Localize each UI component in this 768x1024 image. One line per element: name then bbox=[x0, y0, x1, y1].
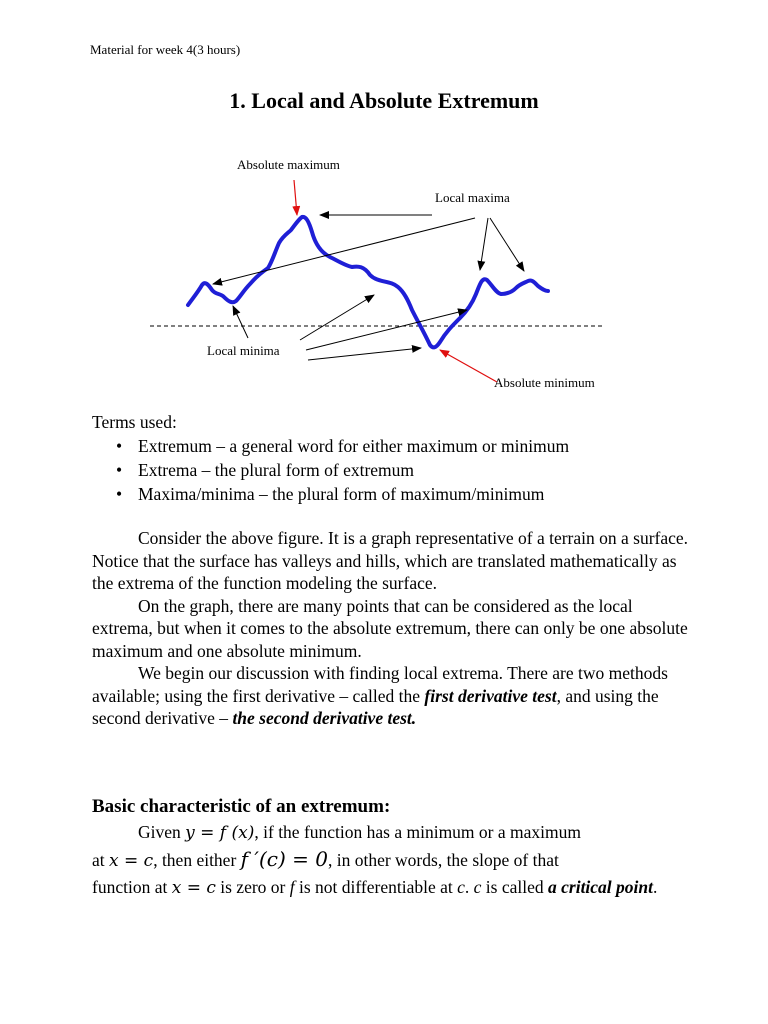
bullet-icon: • bbox=[116, 460, 123, 480]
local-minima-arrow bbox=[233, 306, 248, 338]
bullet-icon: • bbox=[116, 436, 123, 456]
terrain-figure bbox=[0, 0, 768, 400]
basic-line-3: function at x = c is zero or f is not differentiable at c. c is called a critical point. bbox=[92, 877, 658, 898]
equation-x-c: x = c bbox=[109, 851, 154, 871]
paragraph-2: On the graph, there are many points that can be considered as the local extrema, but when it comes to the absolute extremum, there can only be one absolute maximum and one absolute minimum. bbox=[92, 595, 688, 661]
critical-point-term: a critical point bbox=[548, 877, 653, 897]
paragraph-1: Consider the above figure. It is a graph representative of a terrain on a surface. Notice that the surface has valleys and hills, which are translated mathematically as the extrema of the function modeling the surface. bbox=[92, 528, 689, 593]
basic-characteristic-heading: Basic characteristic of an extremum: bbox=[92, 796, 391, 817]
local-minima-arrow bbox=[306, 310, 467, 350]
local-maxima-label: Local maxima bbox=[435, 190, 510, 205]
paragraph-3: We begin our discussion with finding local extrema. There are two methods available; using the first derivative – called the first derivative test, and using the second derivative – the second derivative test. bbox=[92, 663, 668, 728]
equation-x-c-2: x = c bbox=[171, 878, 216, 898]
local-maxima-arrow bbox=[213, 218, 475, 284]
list-item: • Extremum – a general word for either maximum or minimum bbox=[116, 436, 570, 456]
local-minima-arrow bbox=[300, 295, 374, 340]
equation-y-fx: y = f (x) bbox=[185, 823, 255, 843]
local-maxima-arrow bbox=[480, 218, 488, 270]
first-derivative-test: first derivative test bbox=[424, 685, 557, 706]
equation-fprime: f ′(c) = 0 bbox=[240, 847, 328, 871]
bullet-icon: • bbox=[116, 484, 123, 504]
second-derivative-test: the second derivative test. bbox=[232, 708, 417, 728]
terms-heading: Terms used: bbox=[92, 412, 177, 432]
local-minima-label: Local minima bbox=[207, 343, 280, 358]
page-title: 1. Local and Absolute Extremum bbox=[229, 88, 539, 113]
list-item: • Extrema – the plural form of extremum bbox=[116, 460, 415, 480]
local-maxima-arrow bbox=[490, 218, 524, 271]
terms-list bbox=[92, 434, 569, 506]
body-text bbox=[92, 527, 692, 730]
terrain-curve bbox=[188, 217, 548, 348]
local-minima-arrow bbox=[308, 348, 421, 360]
absolute-minimum-label: Absolute minimum bbox=[494, 375, 595, 390]
absolute-maximum-label: Absolute maximum bbox=[237, 157, 340, 172]
absolute-minimum-arrow bbox=[440, 350, 497, 382]
page-header: Material for week 4(3 hours) bbox=[90, 42, 241, 57]
basic-characteristic-body bbox=[92, 819, 692, 901]
basic-paragraph: Given y = f (x), if the function has a minimum or a maximum bbox=[138, 822, 581, 843]
list-item: • Maxima/minima – the plural form of maximum/minimum bbox=[116, 484, 545, 504]
absolute-maximum-arrow bbox=[294, 180, 297, 215]
basic-line-2: at x = c, then either f ′(c) = 0, in other words, the slope of that bbox=[92, 847, 559, 871]
